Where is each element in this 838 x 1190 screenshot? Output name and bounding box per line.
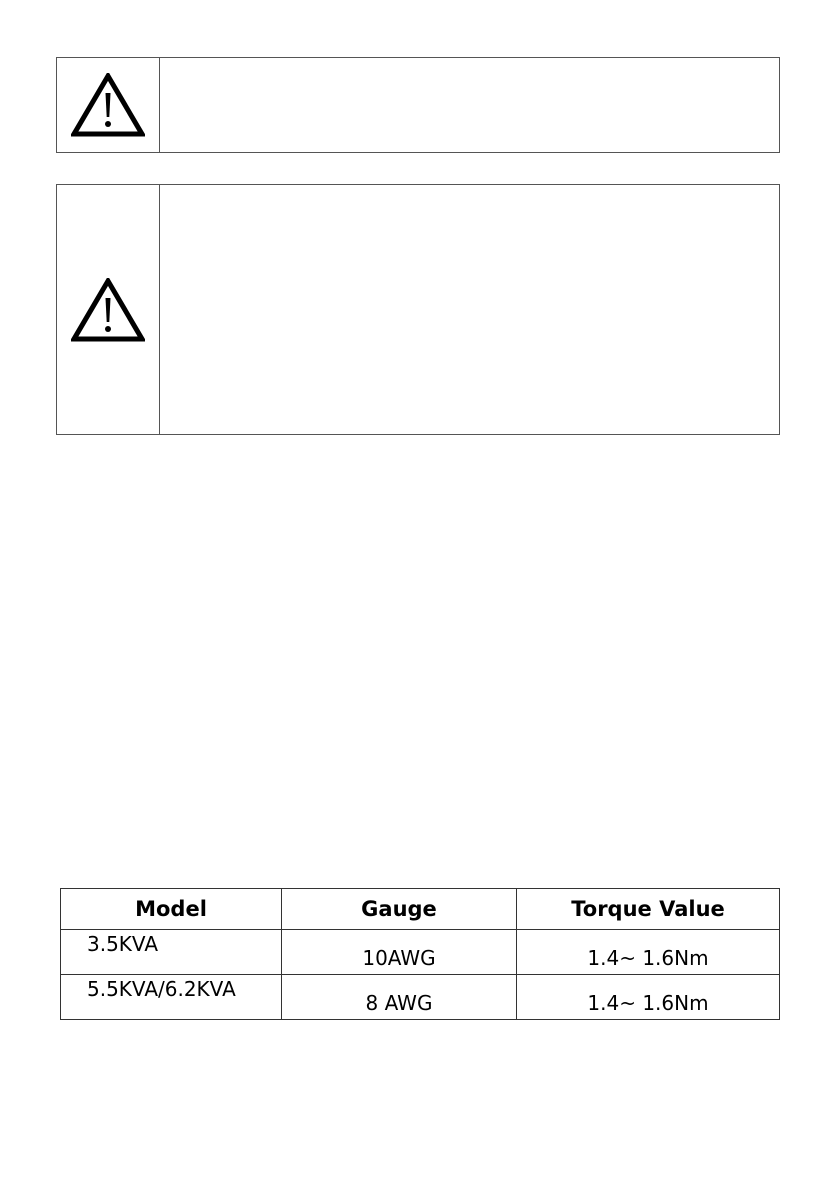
torque-cell: 1.4~ 1.6Nm xyxy=(517,975,780,1020)
table-row xyxy=(61,930,780,975)
warning-triangle-icon xyxy=(71,73,145,137)
table-header-row xyxy=(61,889,780,930)
gauge-cell: 8 AWG xyxy=(282,975,517,1020)
torque-cell: 1.4~ 1.6Nm xyxy=(517,930,780,975)
model-cell: 5.5KVA/6.2KVA xyxy=(61,975,282,1020)
warning-text-cell xyxy=(160,58,779,152)
header-gauge: Gauge xyxy=(282,889,517,930)
warning-triangle-icon xyxy=(71,278,145,342)
model-cell: 3.5KVA xyxy=(61,930,282,975)
header-model: Model xyxy=(61,889,282,930)
warning-icon-cell xyxy=(57,185,160,434)
warning-box-1 xyxy=(56,57,780,153)
warning-text-cell xyxy=(160,185,779,434)
header-torque-value: Torque Value xyxy=(517,889,780,930)
wire-spec-table xyxy=(60,888,780,1020)
table-row xyxy=(61,975,780,1020)
warning-box-2 xyxy=(56,184,780,435)
gauge-cell: 10AWG xyxy=(282,930,517,975)
warning-icon-cell xyxy=(57,58,160,152)
